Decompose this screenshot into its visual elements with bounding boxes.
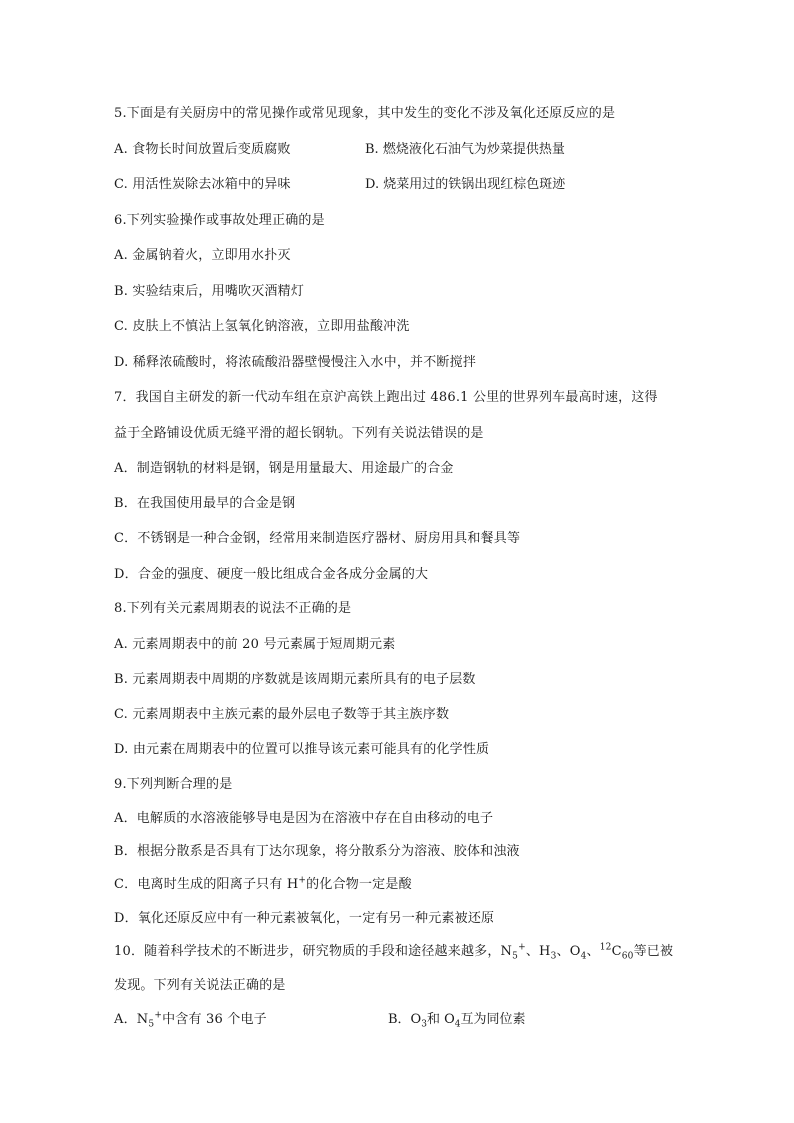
q5-option-a: A. 食物长时间放置后变质腐败 bbox=[114, 142, 291, 157]
q10-h3-subscript: 3 bbox=[550, 951, 557, 962]
q10-option-a-text: A．N bbox=[114, 1012, 149, 1027]
q8-option-a: A. 元素周期表中的前 20 号元素属于短周期元素 bbox=[114, 637, 396, 652]
q10-option-a-superscript: + bbox=[154, 1010, 163, 1021]
q10-option-a-subscript: 5 bbox=[148, 1019, 155, 1030]
q10-n5-superscript: + bbox=[518, 942, 526, 953]
q10-c-subscript: 60 bbox=[621, 951, 634, 962]
q9-option-c-superscript: + bbox=[298, 875, 307, 886]
q10-o4-subscript: 4 bbox=[580, 951, 587, 962]
q5-option-c: C. 用活性炭除去冰箱中的异味 bbox=[114, 177, 291, 192]
q5-option-d: D. 烧菜用过的铁锅出现红棕色斑迹 bbox=[365, 177, 566, 192]
q6-option-d: D. 稀释浓硫酸时，将浓硫酸沿器壁慢慢注入水中，并不断搅拌 bbox=[114, 355, 477, 370]
q6-option-c: C. 皮肤上不慎沾上氢氧化钠溶液，立即用盐酸冲洗 bbox=[114, 319, 410, 334]
q8-option-b: B. 元素周期表中周期的序数就是该周期元素所具有的电子层数 bbox=[114, 672, 476, 687]
q9-option-b: B．根据分散系是否具有丁达尔现象，将分散系分为溶液、胶体和浊液 bbox=[114, 844, 520, 859]
q10-option-a bbox=[114, 1011, 267, 1029]
q10-o4-text: 、O bbox=[556, 944, 581, 959]
q9-option-c bbox=[114, 876, 412, 894]
q7-stem-line1: 7．我国自主研发的新一代动车组在京沪高铁上跑出过 486.1 公里的世界列车最高时速，这得 bbox=[114, 390, 658, 405]
q7-stem-line2: 益于全路铺设优质无缝平滑的超长钢轨。下列有关说法错误的是 bbox=[114, 426, 484, 441]
q10-option-b-text-mid: 和 O bbox=[426, 1012, 455, 1027]
q9-option-c-text-end: 的化合物一定是酸 bbox=[306, 877, 412, 892]
q7-option-b: B．在我国使用最早的合金是钢 bbox=[114, 496, 296, 511]
q9-option-d: D．氧化还原反应中有一种元素被氧化，一定有另一种元素被还原 bbox=[114, 911, 495, 926]
q9-option-c-text: C．电离时生成的阳离子只有 H bbox=[114, 877, 299, 892]
q6-option-b: B. 实验结束后，用嘴吹灭酒精灯 bbox=[114, 284, 305, 299]
q10-option-b-subscript-2: 4 bbox=[454, 1019, 461, 1030]
q9-stem: 9.下列判断合理的是 bbox=[114, 777, 233, 792]
q10-h3-text: 、H bbox=[525, 944, 551, 959]
q9-option-a: A．电解质的水溶液能够导电是因为在溶液中存在自由移动的电子 bbox=[114, 811, 494, 826]
q8-stem: 8.下列有关元素周期表的说法不正确的是 bbox=[114, 601, 352, 616]
q10-c-superscript: 12 bbox=[599, 942, 612, 953]
q5-stem: 5.下面是有关厨房中的常见操作或常见现象，其中发生的变化不涉及氧化还原反应的是 bbox=[114, 106, 616, 121]
q6-option-a: A. 金属钠着火，立即用水扑灭 bbox=[114, 248, 291, 263]
q7-option-c: C．不锈钢是一种合金钢，经常用来制造医疗器材、厨房用具和餐具等 bbox=[114, 531, 521, 546]
q10-option-b-text: B．O bbox=[388, 1012, 422, 1027]
q10-separator: 、 bbox=[586, 944, 600, 959]
q10-stem-line2: 发现。下列有关说法正确的是 bbox=[114, 978, 286, 993]
q5-option-b: B. 燃烧液化石油气为炒菜提供热量 bbox=[365, 142, 565, 157]
q10-option-b bbox=[388, 1011, 526, 1029]
q10-option-b-subscript-1: 3 bbox=[421, 1019, 427, 1030]
q10-stem-text: 10．随着科学技术的不断进步，研究物质的手段和途径越来越多，N bbox=[114, 944, 513, 959]
q10-option-b-text-end: 互为同位素 bbox=[460, 1012, 526, 1027]
q10-stem-text-end: 等已被 bbox=[633, 944, 674, 959]
q6-stem: 6.下列实验操作或事故处理正确的是 bbox=[114, 213, 325, 228]
q10-option-a-text-end: 中含有 36 个电子 bbox=[162, 1012, 267, 1027]
q10-n5-subscript: 5 bbox=[512, 951, 519, 962]
q7-option-a: A．制造钢轨的材料是钢，钢是用量最大、用途最广的合金 bbox=[114, 461, 454, 476]
q7-option-d: D．合金的强度、硬度一般比组成合金各成分金属的大 bbox=[114, 567, 429, 582]
q10-stem-line1 bbox=[114, 943, 673, 961]
q8-option-d: D. 由元素在周期表中的位置可以推导该元素可能具有的化学性质 bbox=[114, 742, 490, 757]
q10-c-text: C bbox=[611, 944, 622, 959]
q8-option-c: C. 元素周期表中主族元素的最外层电子数等于其主族序数 bbox=[114, 707, 450, 722]
